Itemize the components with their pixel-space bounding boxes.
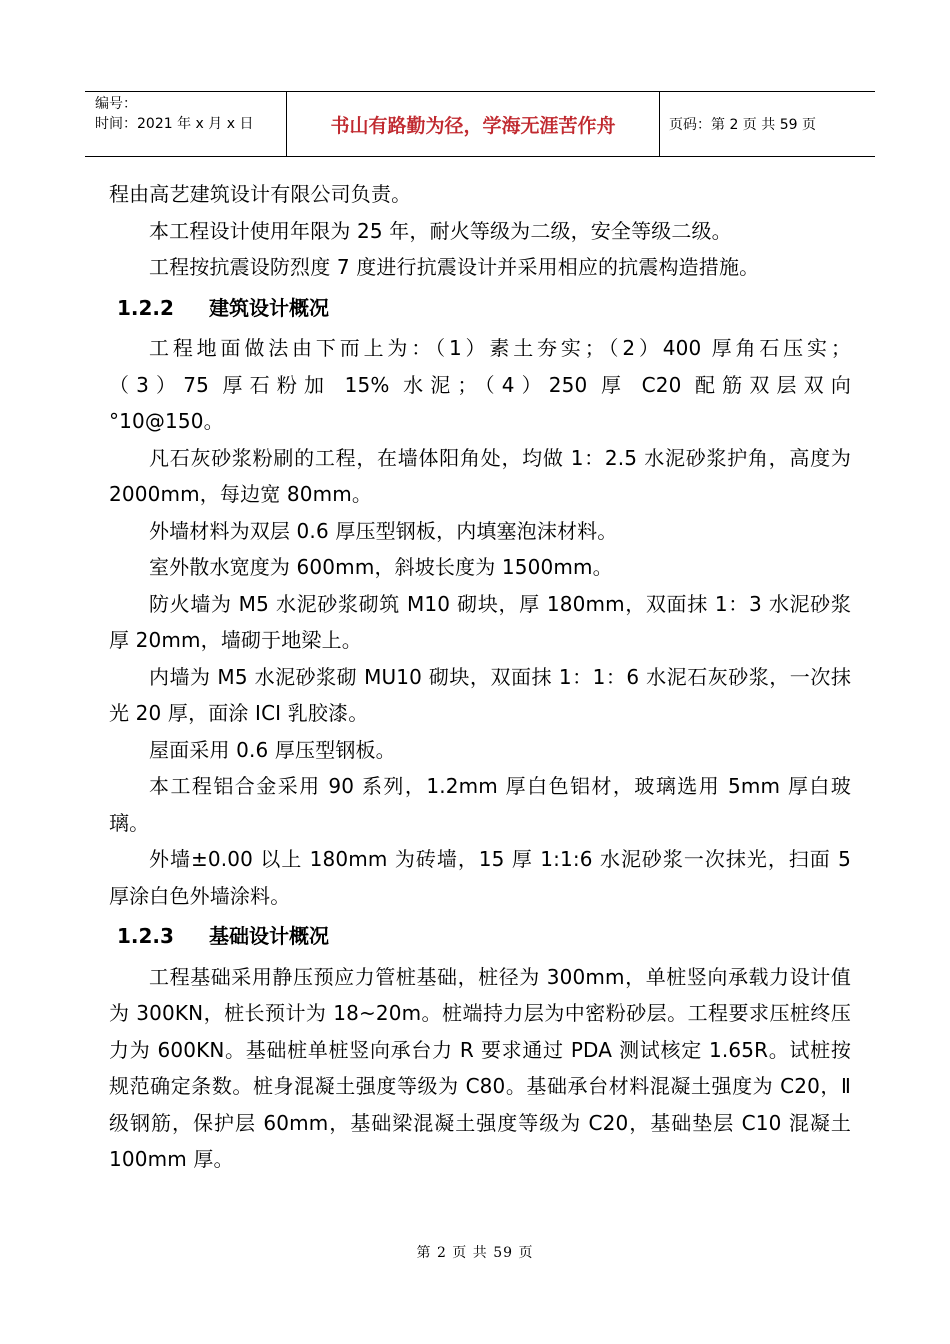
paragraph: 防火墙为 M5 水泥砂浆砌筑 M10 砌块，厚 180mm，双面抹 1：3 水泥砂浆厚 20mm，墙砌于地梁上。	[109, 591, 851, 652]
section-number: 1.2.2	[117, 295, 174, 320]
paragraph: 本工程设计使用年限为 25 年，耐火等级为二级，安全等级二级。	[149, 218, 732, 243]
document-body	[109, 176, 851, 1178]
paragraph: 内墙为 M5 水泥砂浆砌 MU10 砌块，双面抹 1：1：6 水泥石灰砂浆，一次抹光 20 厚，面涂 ICI 乳胶漆。	[109, 664, 851, 725]
paragraph: 程由高艺建筑设计有限公司负责。	[109, 182, 412, 206]
code-label: 编号：	[95, 96, 137, 112]
paragraph: 外墙±0.00 以上 180mm 为砖墙，15 厚 1:1:6 水泥砂浆一次抹光，扫面 5 厚涂白色外墙涂料。	[109, 847, 851, 908]
time-label: 时间：2021 年 x 月 x 日	[95, 116, 254, 132]
section-heading-1-2-2	[117, 290, 851, 327]
paragraph: 屋面采用 0.6 厚压型钢板。	[149, 737, 396, 762]
page-header	[85, 91, 875, 157]
section-number: 1.2.3	[117, 924, 174, 948]
paragraph: 室外散水宽度为 600mm，斜坡长度为 1500mm。	[149, 555, 613, 579]
section-title: 基础设计概况	[209, 924, 329, 948]
paragraph-line: 工程地面做法由下而上为：（1）素土夯实；（2）400 厚角石压实；	[149, 336, 851, 360]
paragraph: 外墙材料为双层 0.6 厚压型钢板，内填塞泡沫材料。	[149, 518, 618, 543]
section-heading-1-2-3	[117, 918, 851, 955]
page-footer: 第 2 页 共 59 页	[416, 1245, 534, 1261]
header-motto: 书山有路勤为径，学海无涯苦作舟	[286, 92, 660, 156]
paragraph: 工程基础采用静压预应力管桩基础，桩径为 300mm，单桩竖向承载力设计值为 300KN，桩长预计为 18~20m。桩端持力层为中密粉砂层。工程要求压桩终压力为 600KN。基础桩单桩竖向承台力 R 要求通过 PDA 测试核定 1.65R。试桩按规范确定条数。桩身混凝土强度等级为 C80。基础承台材料混凝土强度为 C20，Ⅱ级钢筋，保护层 60mm，基础梁混凝土强度等级为 C20，基础垫层 C10 混凝土 100mm 厚。	[109, 964, 851, 1171]
header-meta	[85, 92, 286, 156]
paragraph-line: °10@150。	[109, 409, 224, 433]
paragraph-line: （3）75 厚石粉加 15% 水泥；（4）250 厚 C20 配筋双层双向	[109, 372, 851, 397]
header-page-info: 页码：第 2 页 共 59 页	[669, 117, 816, 133]
paragraph: 凡石灰砂浆粉刷的工程，在墙体阳角处，均做 1：2.5 水泥砂浆护角，高度为 2000mm，每边宽 80mm。	[109, 445, 851, 506]
section-title: 建筑设计概况	[209, 295, 329, 320]
paragraph: 工程按抗震设防烈度 7 度进行抗震设计并采用相应的抗震构造措施。	[149, 255, 760, 279]
paragraph: 本工程铝合金采用 90 系列，1.2mm 厚白色铝材，玻璃选用 5mm 厚白玻璃。	[109, 774, 851, 835]
